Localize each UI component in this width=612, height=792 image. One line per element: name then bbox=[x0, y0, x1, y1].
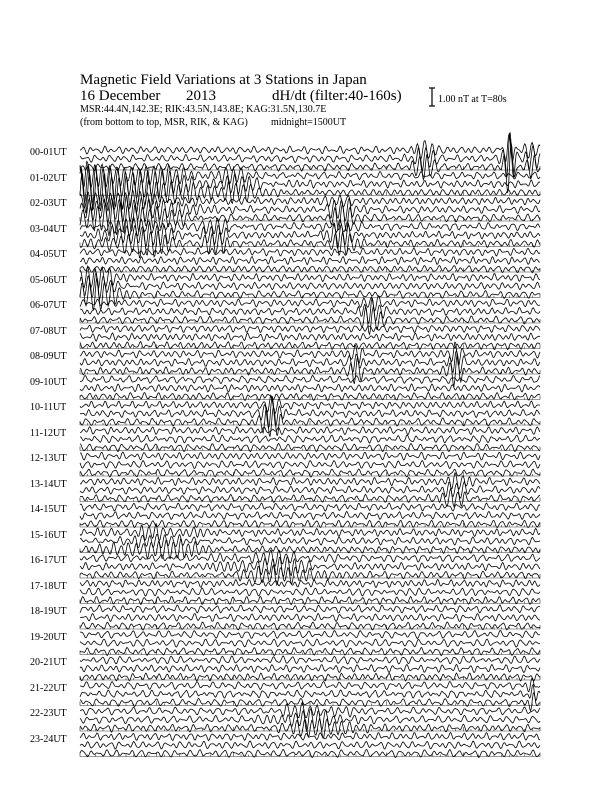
hour-label: 19-20UT bbox=[30, 631, 67, 643]
hour-label: 10-11UT bbox=[30, 402, 67, 413]
hour-row bbox=[80, 325, 540, 349]
hour-row bbox=[80, 190, 540, 235]
hour-row bbox=[80, 605, 540, 630]
hour-row bbox=[80, 631, 540, 656]
hour-label: 15-16UT bbox=[30, 529, 67, 541]
hour-label: 20-21UT bbox=[30, 657, 67, 668]
hour-label: 18-19UT bbox=[30, 606, 67, 617]
trace-kag bbox=[80, 579, 540, 587]
hour-row bbox=[80, 702, 540, 738]
trace-rik bbox=[80, 664, 540, 672]
hour-label: 11-12UT bbox=[30, 427, 67, 439]
hour-label: 23-24UT bbox=[30, 733, 67, 745]
trace-kag bbox=[80, 656, 540, 664]
trace-kag bbox=[80, 631, 540, 639]
trace-rik bbox=[80, 511, 540, 519]
trace-kag bbox=[80, 605, 540, 613]
hour-row bbox=[80, 656, 540, 681]
chart-title: Magnetic Field Variations at 3 Stations in Japan bbox=[80, 72, 367, 88]
hour-label: 12-13UT bbox=[30, 453, 67, 464]
hour-row bbox=[80, 452, 540, 477]
trace-rik bbox=[80, 384, 540, 392]
trace-kag bbox=[80, 503, 540, 511]
trace-kag bbox=[80, 375, 540, 383]
hour-row bbox=[80, 342, 540, 386]
trace-msr bbox=[80, 308, 540, 335]
trace-rik bbox=[80, 257, 540, 265]
hour-row bbox=[80, 248, 540, 273]
trace-kag bbox=[80, 248, 540, 256]
trace-rik bbox=[80, 461, 540, 469]
trace-rik bbox=[80, 614, 540, 622]
hour-label: 13-14UT bbox=[30, 478, 67, 490]
hour-label: 05-06UT bbox=[30, 274, 67, 286]
trace-kag bbox=[80, 325, 540, 332]
hour-label: 02-03UT bbox=[30, 198, 67, 209]
midnight-note: midnight=1500UT bbox=[271, 117, 347, 128]
trace-kag bbox=[80, 452, 540, 460]
hour-row bbox=[80, 375, 540, 400]
trace-msr bbox=[80, 539, 540, 558]
trace-kag bbox=[80, 427, 540, 435]
chart-type-filter: dH/dt (filter:40-160s) bbox=[272, 88, 402, 104]
hour-label: 22-23UT bbox=[30, 708, 67, 719]
hour-row bbox=[80, 266, 540, 310]
hour-label: 16-17UT bbox=[30, 555, 67, 566]
trace-rik bbox=[80, 741, 540, 749]
hour-label: 21-22UT bbox=[30, 682, 67, 694]
hour-label: 00-01UT bbox=[30, 147, 67, 158]
hour-row bbox=[80, 550, 540, 585]
trace-rik bbox=[80, 333, 540, 341]
hour-row bbox=[80, 395, 540, 437]
chart-year: 2013 bbox=[186, 88, 216, 104]
hour-label: 06-07UT bbox=[30, 300, 67, 311]
hour-label: 08-09UT bbox=[30, 351, 67, 362]
chart-date: 16 December bbox=[80, 88, 161, 104]
hour-label: 09-10UT bbox=[30, 376, 67, 388]
hour-row bbox=[80, 503, 540, 528]
hour-label: 07-08UT bbox=[30, 325, 67, 337]
hour-row bbox=[80, 733, 540, 758]
hour-row bbox=[80, 579, 540, 604]
trace-rik bbox=[80, 685, 540, 701]
hour-label: 04-05UT bbox=[30, 249, 67, 260]
hour-row bbox=[80, 427, 540, 452]
trace-rik bbox=[80, 639, 540, 647]
hour-label: 14-15UT bbox=[30, 504, 67, 515]
scale-bar bbox=[429, 88, 435, 106]
hour-row bbox=[80, 524, 540, 558]
hour-label: 17-18UT bbox=[30, 580, 67, 592]
station-order-note: (from bottom to top, MSR, RIK, & KAG) bbox=[80, 117, 248, 128]
station-coordinates: MSR:44.4N,142.3E; RIK:43.5N,143.8E; KAG:31.5N,130.7E bbox=[80, 104, 327, 115]
trace-msr bbox=[80, 719, 540, 738]
hour-label: 03-04UT bbox=[30, 223, 67, 235]
trace-rik bbox=[80, 133, 540, 178]
trace-rik bbox=[80, 588, 540, 596]
trace-kag bbox=[80, 733, 540, 741]
hour-label: 01-02UT bbox=[30, 172, 67, 184]
scale-label: 1.00 nT at T=80s bbox=[438, 94, 507, 105]
trace-rik bbox=[80, 435, 540, 443]
trace-rik bbox=[80, 534, 540, 548]
trace-msr bbox=[80, 277, 540, 310]
hour-row bbox=[80, 473, 540, 507]
